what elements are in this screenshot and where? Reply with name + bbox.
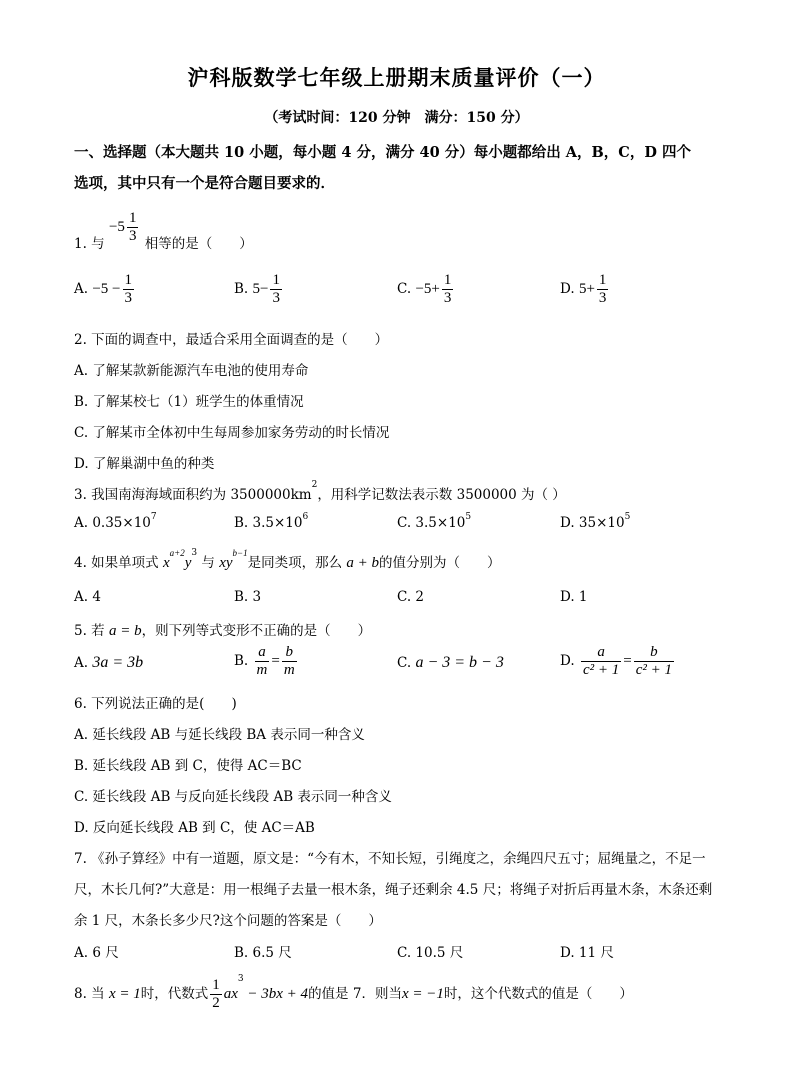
q6-option-a: A. 延长线段 AB 与延长线段 BA 表示同一种含义 [74, 727, 365, 743]
q7-option-c: C. 10.5 尺 [397, 945, 464, 961]
q4-option-c: C. 2 [397, 589, 425, 605]
q4-option-d: D. 1 [560, 589, 588, 605]
q6-option-b: B. 延长线段 AB 到 C，使得 AC＝BC [74, 758, 302, 774]
question-2-stem: 2. 下面的调查中，最适合采用全面调查的是（ ） [74, 332, 389, 348]
q3-option-d: D. $35\times 10^5$ [560, 512, 631, 531]
q1-option-b: B. 5− $\frac{1}{3}$ [234, 272, 280, 306]
q2-option-c: C. 了解某市全体初中生每周参加家务劳动的时长情况 [74, 425, 390, 441]
q5-option-a: A. 3a = 3b [74, 654, 144, 671]
question-8-stem: 8. 当 x = 1时，代数式 $\frac{1}{2}$ $ax^3 - 3bx + 4$的值是 7．则当x = −1时，这个代数式的值是（ ） [74, 974, 633, 1011]
q1-option-d: D. 5+ $\frac{1}{3}$ [560, 272, 607, 306]
question-3-stem: 3. 我国南海海域面积约为 $3500000km^2$，用科学记数法表示数 3500000 为（ ） [74, 480, 566, 503]
section-heading: 一、选择题（本大题共 10 小题，每小题 4 分，满分 40 分）每小题都给出 A，B，C，D 四个 [74, 144, 691, 161]
q1-mixed-number: −5 $\frac{1}{3}$ [108, 210, 137, 244]
q1-number: 1. 与 [74, 236, 105, 252]
q5-option-b: B. $\frac{a}{m}$ = $\frac{b}{m}$ [234, 644, 295, 678]
q3-option-a: A. $0.35\times 10^7$ [74, 512, 157, 531]
page-title: 沪科版数学七年级上册期末质量评价（一） [187, 65, 606, 90]
q5-option-d: D. $\frac{a}{\text{c² + 1}}$ = $\frac{b}{\text{c² + 1}}$ [560, 644, 672, 678]
exam-info: （考试时间：120 分钟 满分：150 分） [264, 110, 529, 126]
q4-option-b: B. 3 [234, 589, 262, 605]
q2-option-d: D. 了解巢湖中鱼的种类 [74, 456, 215, 472]
section-heading-cont: 选项，其中只有一个是符合题目要求的． [74, 175, 335, 192]
q6-option-c: C. 延长线段 AB 与反向延长线段 AB 表示同一种含义 [74, 789, 392, 805]
q5-option-c: C. a − 3 = b − 3 [397, 654, 504, 671]
q7-option-d: D. 11 尺 [560, 945, 614, 961]
question-7-line2: 尺，木长几何?”大意是：用一根绳子去量一根木条，绳子还剩余 4.5 尺；将绳子对折后再量木条，木条还剩 [74, 882, 713, 898]
q2-option-b: B. 了解某校七（1）班学生的体重情况 [74, 394, 304, 410]
question-1-stem [74, 210, 253, 252]
q3-option-c: C. $3.5\times 10^5$ [397, 512, 472, 531]
q1-stem-tail: 相等的是（ ） [144, 236, 253, 252]
q1-option-c: C. −5+ $\frac{1}{3}$ [397, 272, 452, 306]
question-4-stem: 4. 如果单项式 $x^{a+2}y^3$ 与 $xy^{b-1}$是同类项，那么 a + b的值分别为（ ） [74, 548, 501, 571]
question-7-line3: 余 1 尺，木条长多少尺?这个问题的答案是（ ） [74, 913, 382, 929]
question-5-stem: 5. 若 a = b，则下列等式变形不正确的是（ ） [74, 623, 372, 639]
question-6-stem: 6. 下列说法正确的是( ) [74, 696, 237, 712]
q6-option-d: D. 反向延长线段 AB 到 C，使 AC＝AB [74, 820, 315, 836]
q3-option-b: B. $3.5\times 10^6$ [234, 512, 309, 531]
question-7-line1: 7. 《孙子算经》中有一道题，原文是：“今有木，不知长短，引绳度之，余绳四尺五寸；屈绳量之，不足一 [74, 851, 706, 867]
q1-option-a: A. −5 − $\frac{1}{3}$ [74, 272, 133, 306]
q4-option-a: A. 4 [74, 589, 101, 605]
q7-option-b: B. 6.5 尺 [234, 945, 292, 961]
q2-option-a: A. 了解某款新能源汽车电池的使用寿命 [74, 363, 309, 379]
q7-option-a: A. 6 尺 [74, 945, 119, 961]
